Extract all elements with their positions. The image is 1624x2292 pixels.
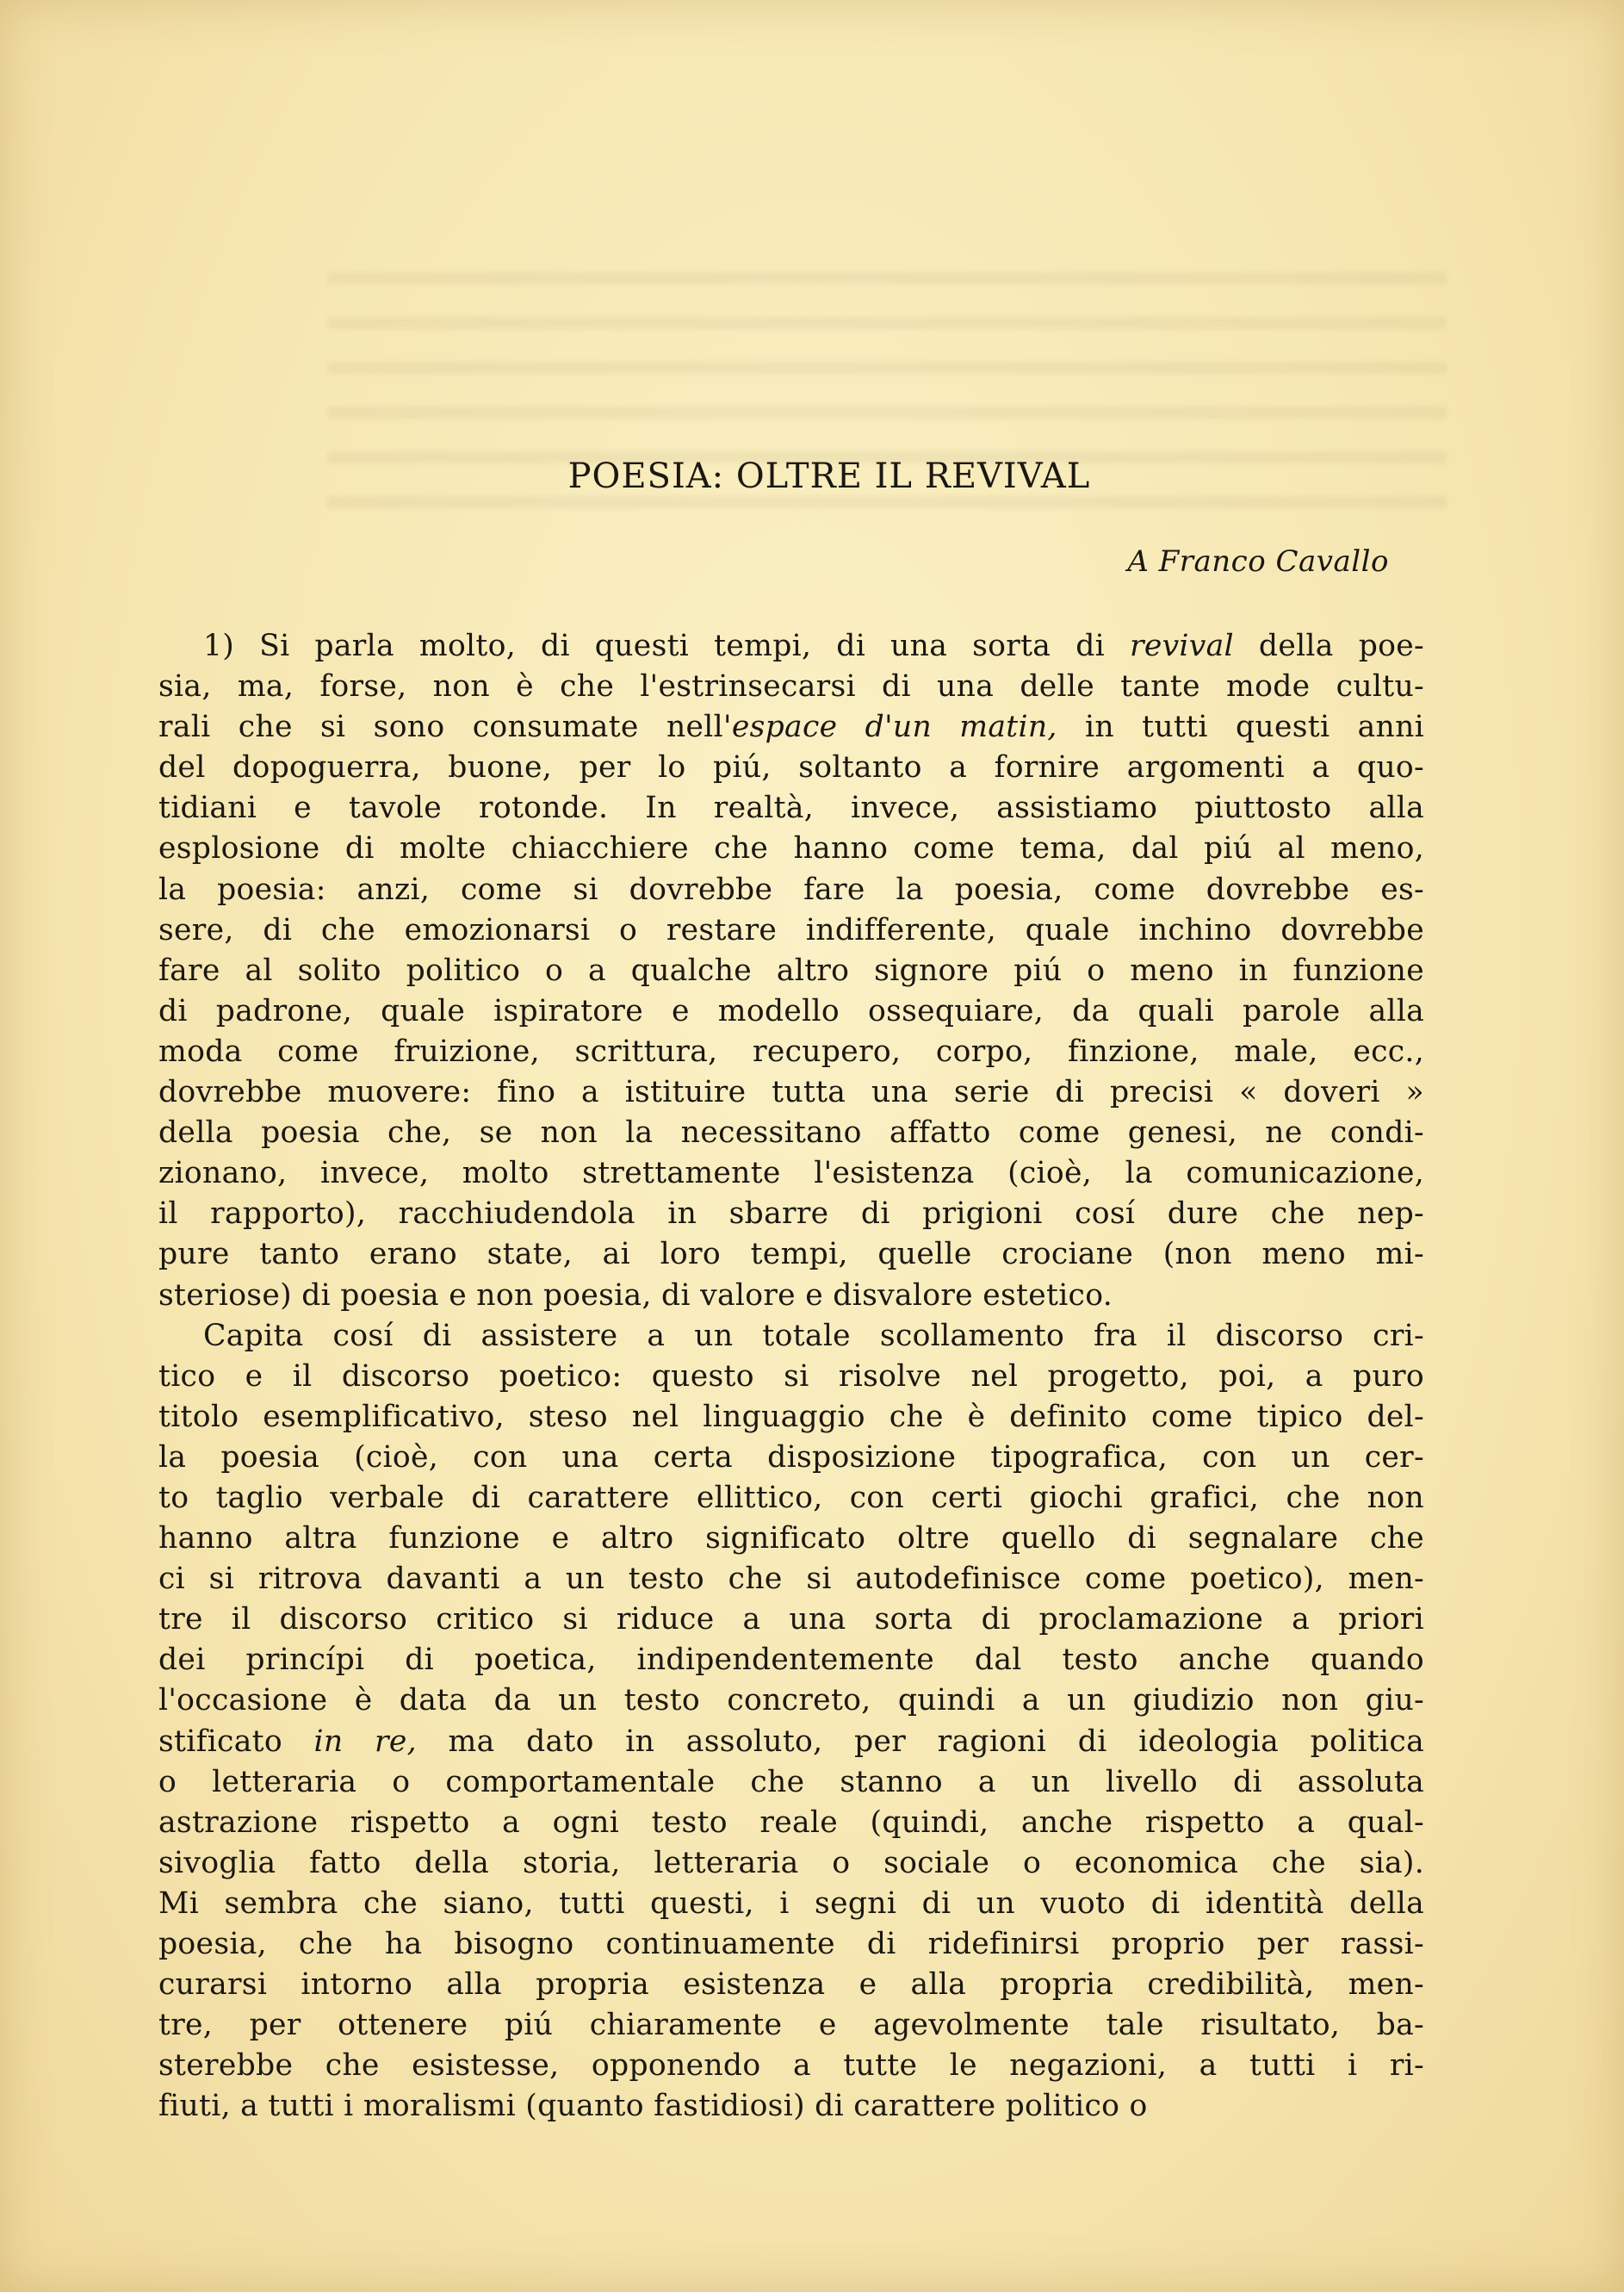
- paragraph-2: [158, 1316, 1424, 2127]
- text-line: del dopoguerra, buone, per lo piú, soltanto a fornire argomenti a quo-: [158, 750, 1424, 786]
- text-line: astrazione rispetto a ogni testo reale (quindi, anche rispetto a qual-: [158, 1804, 1424, 1840]
- text-line: sivoglia fatto della storia, letteraria o sociale o economica che sia).: [158, 1845, 1424, 1880]
- text-line: stificato in re, ma dato in assoluto, per ragioni di ideologia politica: [158, 1724, 1424, 1759]
- text-line: tico e il discorso poetico: questo si risolve nel progetto, poi, a puro: [158, 1358, 1424, 1394]
- text-line: to taglio verbale di carattere ellittico, con certi giochi grafici, che non: [158, 1480, 1424, 1515]
- text-line: fiuti, a tutti i moralismi (quanto fastidiosi) di carattere politico o: [158, 2089, 1148, 2124]
- text-line: tidiani e tavole rotonde. In realtà, invece, assistiamo piuttosto alla: [158, 791, 1424, 826]
- text-line: dovrebbe muovere: fino a istituire tutta una serie di precisi « doveri »: [158, 1075, 1424, 1110]
- text-line: hanno altra funzione e altro significato oltre quello di segnalare che: [158, 1521, 1424, 1556]
- text-line: sterebbe che esistesse, opponendo a tutte le negazioni, a tutti i ri-: [158, 2048, 1424, 2084]
- text-line: della poesia che, se non la necessitano affatto come genesi, ne condi-: [158, 1115, 1424, 1151]
- text-line: steriose) di poesia e non poesia, di valore e disvalore estetico.: [158, 1277, 1113, 1313]
- text-line: poesia, che ha bisogno continuamente di ridefinirsi proprio per rassi-: [158, 1927, 1424, 1961]
- text-line: moda come fruizione, scrittura, recupero, corpo, finzione, male, ecc.,: [158, 1034, 1424, 1069]
- text-line: la poesia: anzi, come si dovrebbe fare la poesia, come dovrebbe es-: [158, 872, 1424, 907]
- text-line: Mi sembra che siano, tutti questi, i segni di un vuoto di identità della: [158, 1885, 1424, 1921]
- text-line: la poesia (cioè, con una certa disposizione tipografica, con un cer-: [158, 1439, 1424, 1475]
- text-line: il rapporto), racchiudendola in sbarre di prigioni cosí dure che nep-: [158, 1196, 1424, 1232]
- text-line: ci si ritrova davanti a un testo che si autodefinisce come poetico), men-: [158, 1562, 1424, 1597]
- text-line: dei princípi di poetica, indipendentemente dal testo anche quando: [158, 1643, 1424, 1678]
- text-line: fare al solito politico o a qualche altro signore piú o meno in funzione: [158, 953, 1424, 988]
- paragraph-1: [158, 626, 1424, 1316]
- text-line: pure tanto erano state, ai loro tempi, quelle crociane (non meno mi-: [158, 1237, 1424, 1272]
- text-line: curarsi intorno alla propria esistenza e alla propria credibilità, men-: [158, 1967, 1424, 2003]
- text-line: Capita cosí di assistere a un totale scollamento fra il discorso cri-: [203, 1318, 1424, 1353]
- text-line: 1) Si parla molto, di questi tempi, di una sorta di revival della poe-: [203, 629, 1424, 663]
- text-line: rali che si sono consumate nell'espace d'un matin, in tutti questi anni: [158, 710, 1424, 745]
- text-line: esplosione di molte chiacchiere che hanno come tema, dal piú al meno,: [158, 831, 1424, 866]
- essay-body: [158, 626, 1424, 2127]
- text-line: tre il discorso critico si riduce a una sorta di proclamazione a priori: [158, 1602, 1424, 1637]
- essay-title: POESIA: OLTRE IL REVIVAL: [567, 457, 1091, 496]
- text-line: sere, di che emozionarsi o restare indifferente, quale inchino dovrebbe: [158, 912, 1424, 947]
- text-line: tre, per ottenere piú chiaramente e agevolmente tale risultato, ba-: [158, 2008, 1424, 2043]
- text-line: zionano, invece, molto strettamente l'esistenza (cioè, la comunicazione,: [158, 1156, 1424, 1191]
- text-line: l'occasione è data da un testo concreto, quindi a un giudizio non giu-: [158, 1683, 1424, 1718]
- text-line: sia, ma, forse, non è che l'estrinsecarsi di una delle tante mode cultu-: [158, 669, 1424, 705]
- text-line: titolo esemplificativo, steso nel linguaggio che è definito come tipico del-: [158, 1399, 1424, 1434]
- text-line: o letteraria o comportamentale che stanno a un livello di assoluta: [158, 1764, 1424, 1799]
- text-line: di padrone, quale ispiratore e modello ossequiare, da quali parole alla: [158, 993, 1424, 1028]
- dedication: A Franco Cavallo: [1127, 544, 1389, 579]
